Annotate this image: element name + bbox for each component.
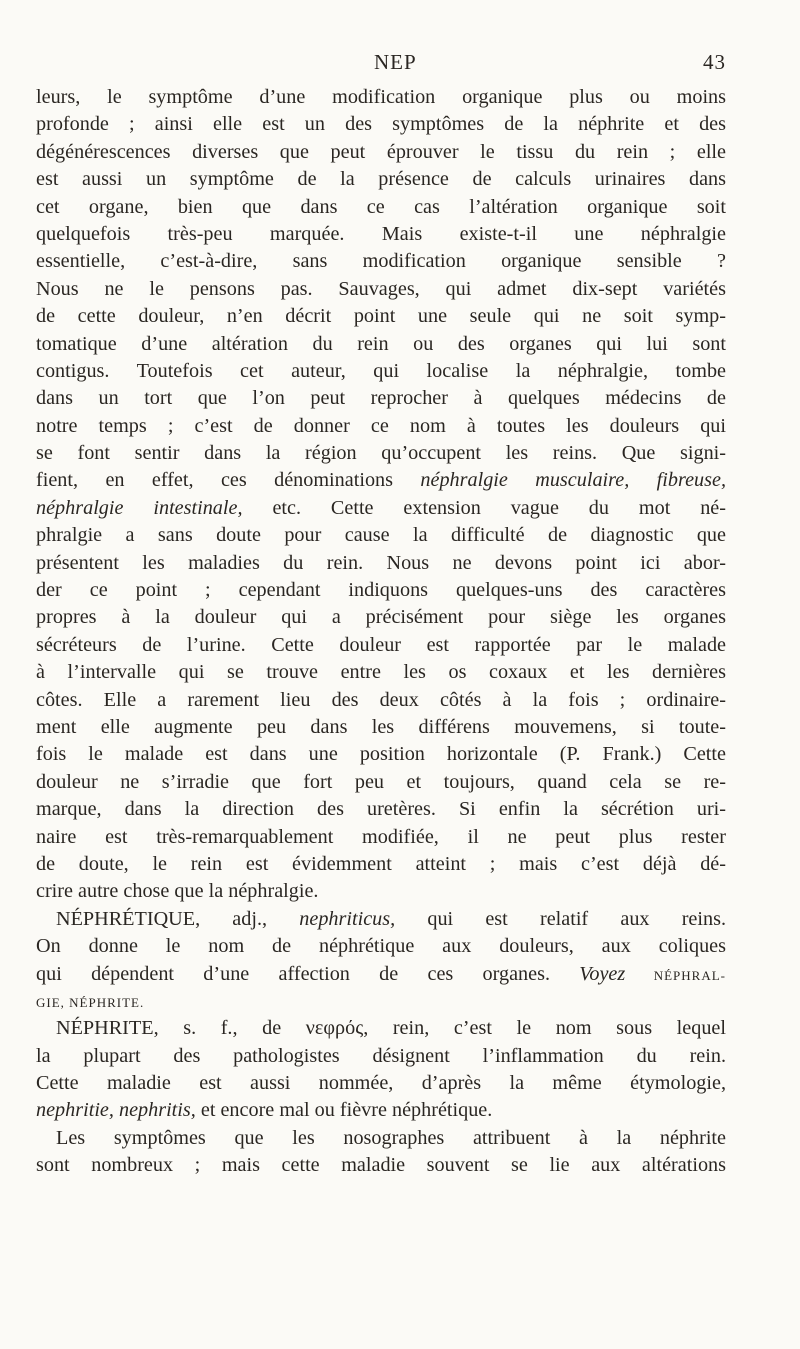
- text-line: propres à la douleur qui a précisément pour siège les organes: [36, 606, 726, 629]
- voyez-label: Voyez: [579, 962, 626, 985]
- text-line: fois le malade est dans une position horizontale (P. Frank.) Cette: [36, 743, 726, 766]
- text-line: Les symptômes que les nosographes attribuent à la néphrite: [56, 1126, 726, 1149]
- entry-nephretique-line: [36, 906, 726, 933]
- italic-term: nephritie, nephritis,: [36, 1099, 196, 1122]
- cross-reference: NÉPHRAL-: [625, 967, 726, 983]
- page-header: [36, 50, 726, 84]
- text-line: naire est très-remarquablement modifiée, il ne peut plus rester: [36, 825, 726, 848]
- latin-term: nephriticus,: [299, 907, 396, 930]
- text-line: contigus. Toutefois cet auteur, qui localise la néphralgie, tombe: [36, 359, 726, 382]
- cross-reference: NÉPHRITE.: [64, 994, 145, 1010]
- text-line: notre temps ; c’est de donner ce nom à toutes les douleurs qui: [36, 414, 726, 437]
- text-run: qui dépendent d’une affection de ces organes.: [36, 962, 580, 985]
- running-head: NEP: [374, 50, 417, 74]
- text-line: [36, 961, 726, 988]
- text-line: est aussi un symptôme de la présence de calculs urinaires dans: [36, 168, 726, 191]
- text-line: essentielle, c’est-à-dire, sans modification organique sensible ?: [36, 250, 726, 273]
- text-line: [36, 495, 726, 522]
- text-line: On donne le nom de néphrétique aux douleurs, aux coliques: [36, 935, 726, 958]
- greek-term: νεφρός: [305, 1017, 364, 1040]
- text-line: marque, dans la direction des uretères. Si enfin la sécrétion uri-: [36, 798, 726, 821]
- text-line: leurs, le symptôme d’une modification organique plus ou moins: [36, 86, 726, 108]
- text-line: [36, 1097, 726, 1124]
- text-line: se font sentir dans la région qu’occupent les reins. Que signi-: [36, 442, 726, 465]
- text-run: etc. Cette extension vague du mot né-: [242, 496, 726, 519]
- text-line: ment elle augmente peu dans les différens mouvemens, si toute-: [36, 715, 726, 738]
- text-line: sécréteurs de l’urine. Cette douleur est rapportée par le malade: [36, 633, 726, 656]
- text-line: côtes. Elle a rarement lieu des deux côtés à la fois ; ordinaire-: [36, 688, 726, 711]
- entry-nephrite-line: [36, 1015, 726, 1042]
- text-line: de cette douleur, n’en décrit point une seule qui ne soit symp-: [36, 305, 726, 328]
- text-line: de doute, le rein est évidemment atteint ; mais c’est déjà dé-: [36, 852, 726, 875]
- headword: NÉPHRITE: [56, 1017, 154, 1040]
- text-run: et encore mal ou fièvre néphrétique.: [195, 1099, 493, 1122]
- text-line: der ce point ; cependant indiquons quelques-uns des caractères: [36, 579, 726, 602]
- text-line: présentent les maladies du rein. Nous ne devons point ici abor-: [36, 551, 726, 574]
- text-line: à l’intervalle qui se trouve entre les os coxaux et les dernières: [36, 661, 726, 684]
- headword: NÉPHRÉTIQUE: [56, 907, 196, 930]
- text-run: , rein, c’est le nom sous lequel: [363, 1017, 726, 1040]
- text-line: Cette maladie est aussi nommée, d’après la même étymologie,: [36, 1072, 726, 1095]
- text-line: dégénérescences diverses que peut éprouver le tissu du rein ; elle: [36, 140, 726, 163]
- text-run: fient, en effet, ces dénominations: [36, 469, 421, 492]
- text-run: qui est relatif aux reins.: [395, 907, 726, 930]
- text-run: , adj.,: [195, 907, 300, 930]
- text-line: sont nombreux ; mais cette maladie souvent se lie aux altérations: [36, 1154, 726, 1177]
- text-line: phralgie a sans doute pour cause la difficulté de diagnostic que: [36, 524, 726, 547]
- text-line: quelquefois très-peu marquée. Mais existe-t-il une néphralgie: [36, 222, 726, 245]
- text-line: douleur ne s’irradie que fort peu et toujours, quand cela se re-: [36, 770, 726, 793]
- text-line: crire autre chose que la néphralgie.: [36, 880, 319, 903]
- text-line: tomatique d’une altération du rein ou des organes qui lui sont: [36, 332, 726, 355]
- text-run: , s. f., de: [153, 1017, 306, 1040]
- text-line: profonde ; ainsi elle est un des symptômes de la néphrite et des: [36, 113, 726, 136]
- body-text: [36, 84, 726, 1180]
- page-number: 43: [703, 50, 726, 74]
- italic-term: néphralgie intestinale,: [36, 496, 243, 519]
- text-line: dans un tort que l’on peut reprocher à quelques médecins de: [36, 387, 726, 410]
- cross-reference: GIE,: [36, 994, 65, 1010]
- text-line: [36, 467, 726, 494]
- text-line: [36, 988, 726, 1015]
- text-line: la plupart des pathologistes désignent l’inflammation du rein.: [36, 1044, 726, 1067]
- text-line: cet organe, bien que dans ce cas l’altération organique soit: [36, 195, 726, 218]
- italic-term: néphralgie musculaire, fibreuse,: [420, 469, 726, 492]
- text-line: Nous ne le pensons pas. Sauvages, qui admet dix-sept variétés: [36, 277, 726, 300]
